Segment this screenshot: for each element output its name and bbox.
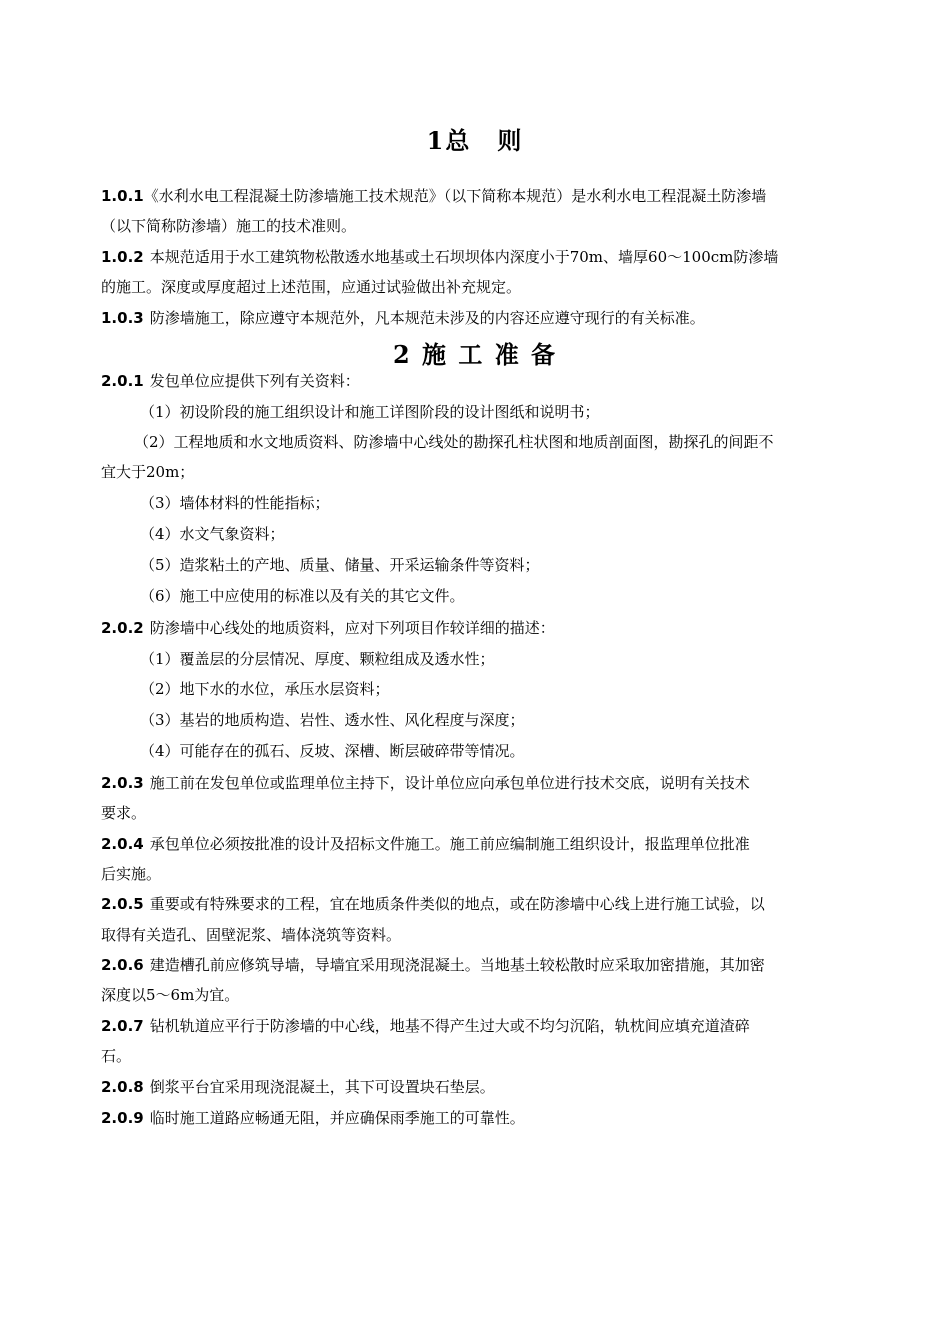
list-item: （2）工程地质和水文地质资料、防渗墙中心线处的勘探孔柱状图和地质剖面图，勘探孔的间距不 xyxy=(134,433,774,451)
clause-text: 《水利水电工程混凝土防渗墙施工技术规范》（以下简称本规范）是水利水电工程混凝土防渗墙 xyxy=(143,187,767,205)
clause-2-0-2 xyxy=(101,621,831,636)
clause-text: 本规范适用于水工建筑物松散透水地基或土石坝坝体内深度小于70m、墙厚60～100cm防渗墙 xyxy=(149,248,779,266)
list-item: （1）覆盖层的分层情况、厚度、颗粒组成及透水性； xyxy=(140,650,495,668)
list-item-cont: 宜大于20m； xyxy=(101,463,195,481)
clause-number: 1.0.3 xyxy=(101,309,144,327)
list-item: （4）水文气象资料； xyxy=(140,525,285,543)
clause-2-0-8 xyxy=(101,1080,831,1095)
clause-text: 防渗墙中心线处的地质资料，应对下列项目作较详细的描述： xyxy=(149,619,555,637)
clause-number: 2.0.9 xyxy=(101,1109,144,1127)
clause-2-0-9 xyxy=(101,1111,831,1126)
clause-number: 2.0.3 xyxy=(101,774,144,792)
clause-2-0-4 xyxy=(101,837,831,852)
clause-1-0-2 xyxy=(101,250,831,265)
clause-1-0-1 xyxy=(101,189,831,204)
clause-text: 防渗墙施工，除应遵守本规范外，凡本规范未涉及的内容还应遵守现行的有关标准。 xyxy=(149,309,705,327)
clause-2-0-5 xyxy=(101,897,831,912)
clause-text: 施工前在发包单位或监理单位主持下，设计单位应向承包单位进行技术交底，说明有关技术 xyxy=(149,774,750,792)
clause-text: 重要或有特殊要求的工程，宜在地质条件类似的地点，或在防渗墙中心线上进行施工试验，以 xyxy=(149,895,765,913)
clause-number: 2.0.5 xyxy=(101,895,144,913)
clause-number: 1.0.2 xyxy=(101,248,144,266)
clause-number: 2.0.7 xyxy=(101,1017,144,1035)
list-item: （2）地下水的水位，承压水层资料； xyxy=(140,680,390,698)
list-item: （3）墙体材料的性能指标； xyxy=(140,494,330,512)
clause-2-0-3 xyxy=(101,776,831,791)
clause-2-0-7 xyxy=(101,1019,831,1034)
clause-text: 发包单位应提供下列有关资料： xyxy=(149,372,360,390)
clause-number: 2.0.4 xyxy=(101,835,144,853)
list-item: （6）施工中应使用的标准以及有关的其它文件。 xyxy=(140,587,465,605)
clause-1-0-3 xyxy=(101,311,831,326)
list-item: （3）基岩的地质构造、岩性、透水性、风化程度与深度； xyxy=(140,711,525,729)
clause-text: 临时施工道路应畅通无阻，并应确保雨季施工的可靠性。 xyxy=(149,1109,525,1127)
list-item: （1）初设阶段的施工组织设计和施工详图阶段的设计图纸和说明书； xyxy=(140,403,600,421)
clause-2-0-4-cont: 后实施。 xyxy=(101,865,162,883)
clause-text: 钻机轨道应平行于防渗墙的中心线，地基不得产生过大或不均匀沉陷，轨枕间应填充道渣碎 xyxy=(149,1017,750,1035)
clause-number: 2.0.6 xyxy=(101,956,144,974)
clause-number: 2.0.2 xyxy=(101,619,144,637)
list-item: （5）造浆粘土的产地、质量、储量、开采运输条件等资料； xyxy=(140,556,540,574)
clause-number: 1.0.1 xyxy=(101,187,144,205)
clause-number: 2.0.8 xyxy=(101,1078,144,1096)
clause-1-0-1-cont: （以下简称防渗墙）施工的技术准则。 xyxy=(101,217,357,235)
section-1-title: 1总 则 xyxy=(426,126,524,155)
clause-1-0-2-cont: 的施工。深度或厚度超过上述范围，应通过试验做出补充规定。 xyxy=(101,278,522,296)
clause-2-0-1 xyxy=(101,374,831,389)
clause-text: 建造槽孔前应修筑导墙，导墙宜采用现浇混凝土。当地基土较松散时应采取加密措施，其加密 xyxy=(149,956,765,974)
clause-2-0-7-cont: 石。 xyxy=(101,1047,132,1065)
section-2-title: 2 施 工 准 备 xyxy=(392,340,558,369)
clause-2-0-3-cont: 要求。 xyxy=(101,804,147,822)
clause-text: 承包单位必须按批准的设计及招标文件施工。施工前应编制施工组织设计，报监理单位批准 xyxy=(149,835,750,853)
list-item: （4）可能存在的孤石、反坡、深槽、断层破碎带等情况。 xyxy=(140,742,525,760)
clause-2-0-6-cont: 深度以5～6m为宜。 xyxy=(101,986,240,1004)
clause-2-0-5-cont: 取得有关造孔、固壁泥浆、墙体浇筑等资料。 xyxy=(101,926,402,944)
clause-number: 2.0.1 xyxy=(101,372,144,390)
clause-2-0-6 xyxy=(101,958,831,973)
clause-text: 倒浆平台宜采用现浇混凝土，其下可设置块石垫层。 xyxy=(149,1078,495,1096)
